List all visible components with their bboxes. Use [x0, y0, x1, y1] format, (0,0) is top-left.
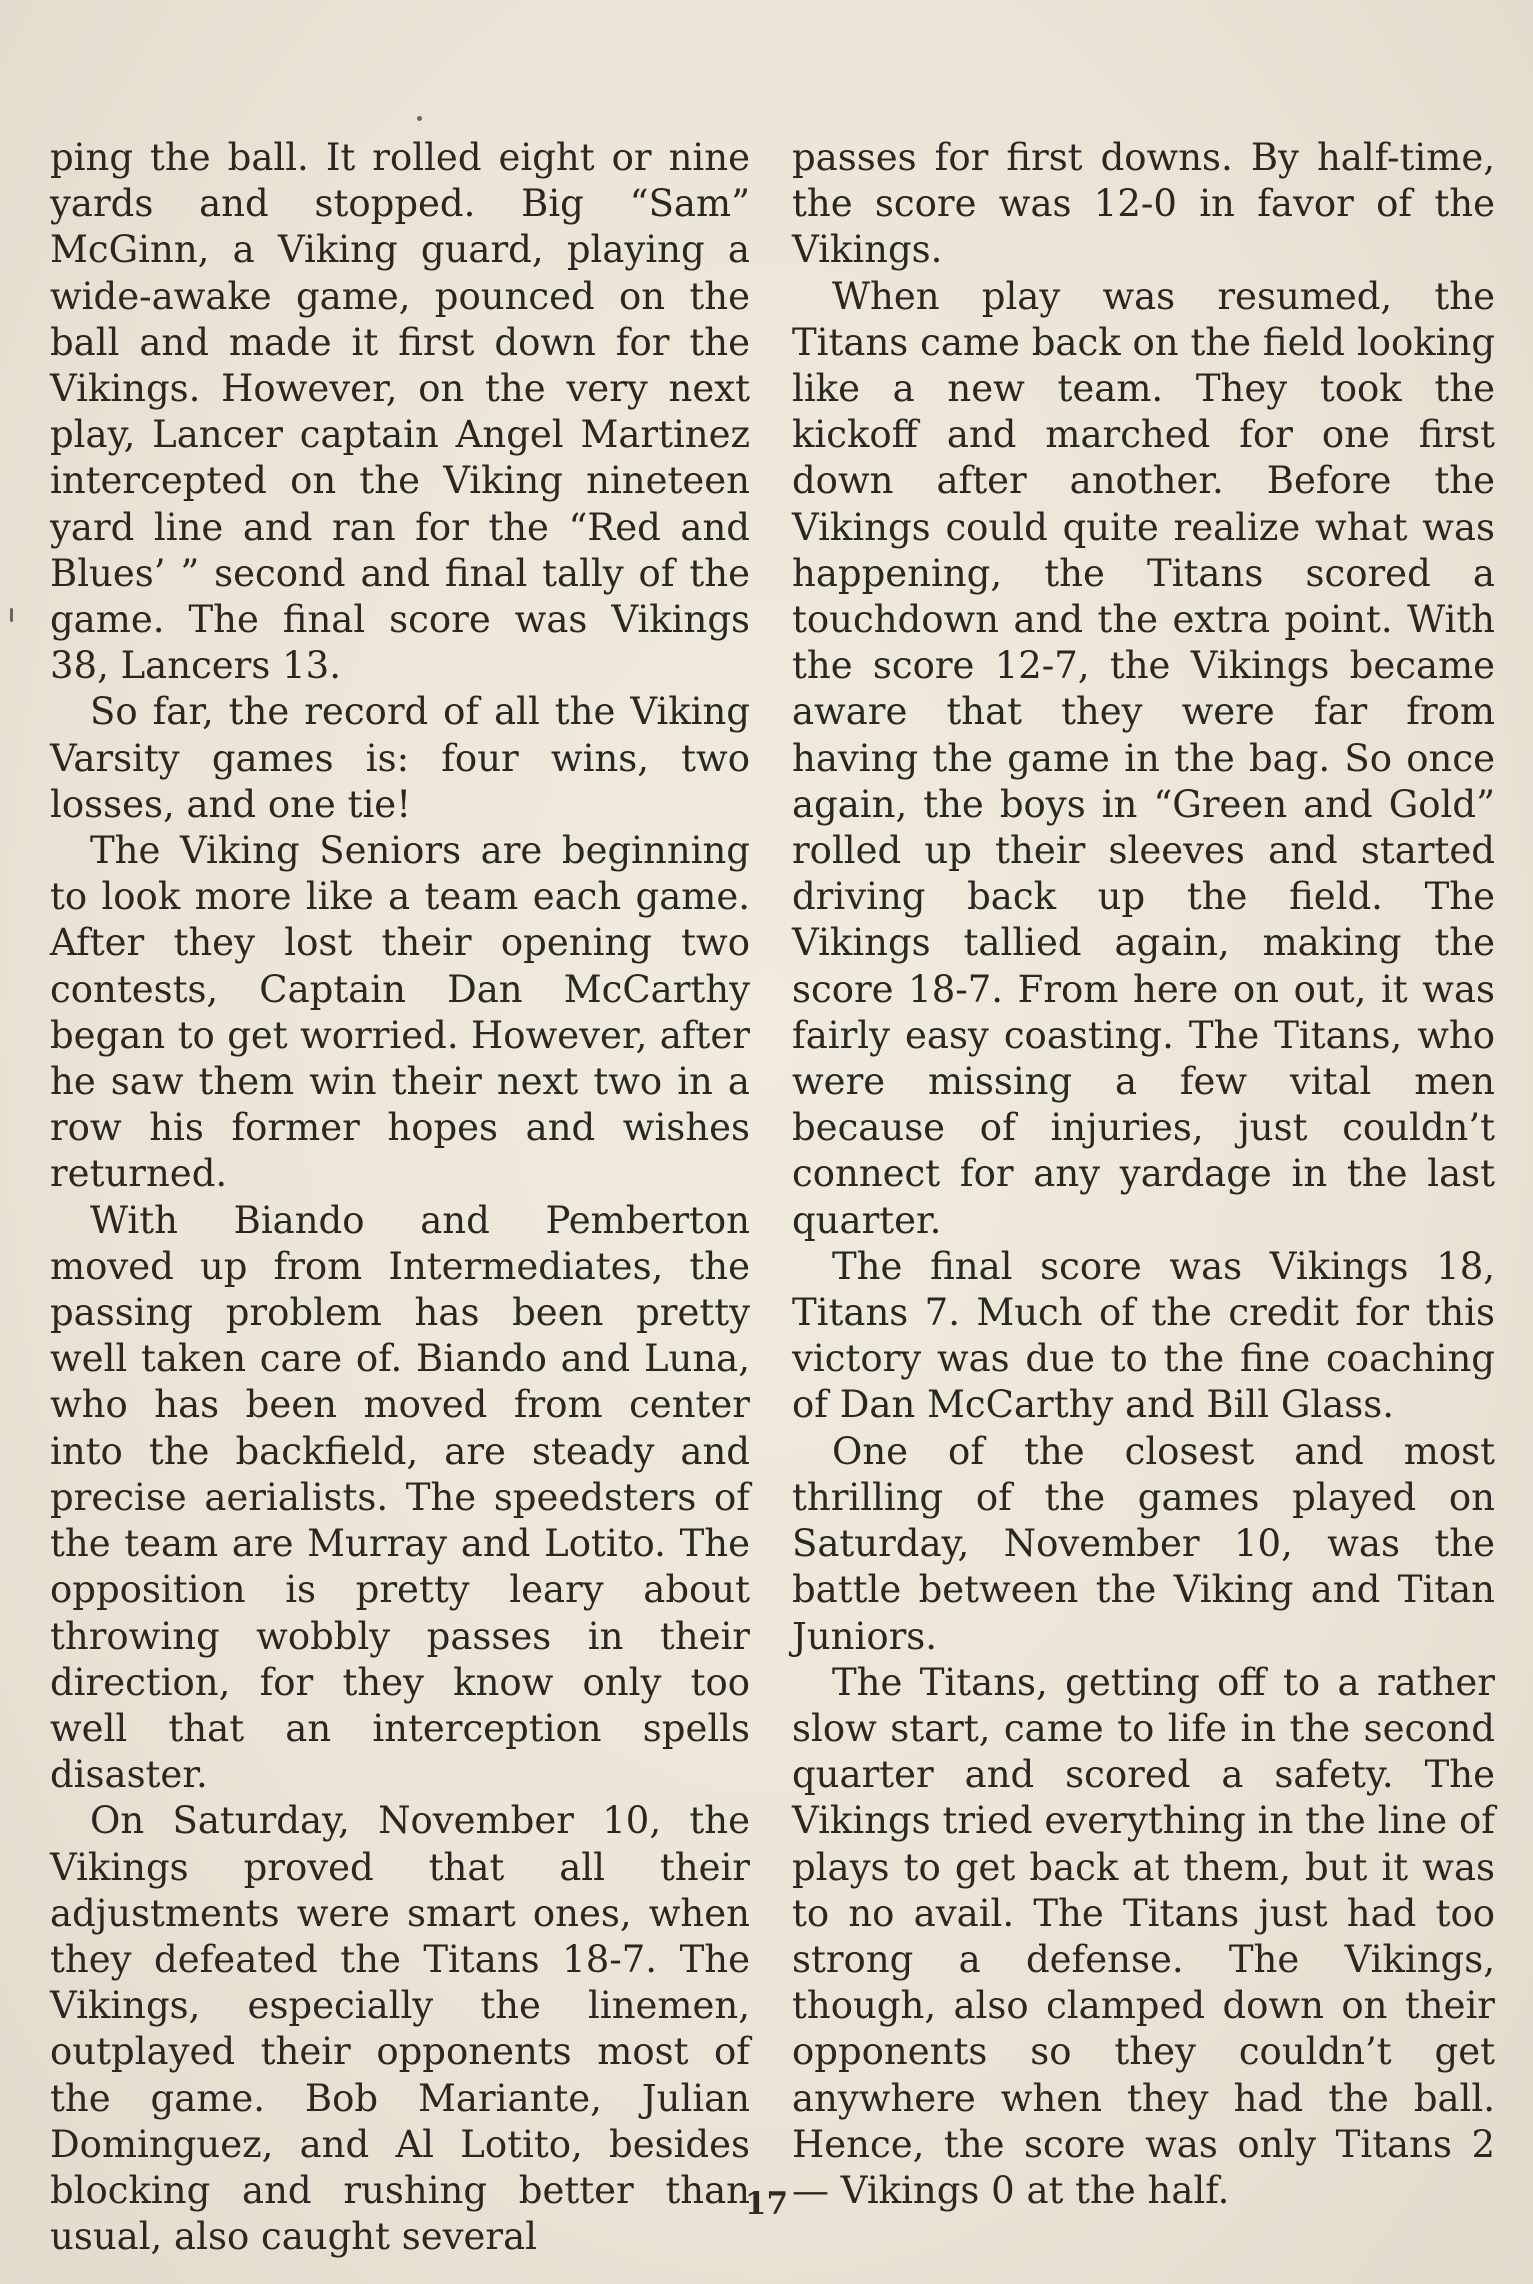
ink-speck [10, 608, 13, 622]
left-column [50, 135, 750, 2260]
paragraph: One of the closest and most thrilling of the games played on Saturday, November 10, was the battle between the Viking and Titan Juniors. [792, 1429, 1495, 1658]
paragraph: passes for first downs. By half-time, the score was 12-0 in favor of the Vikings. [792, 136, 1495, 272]
paragraph: The Viking Seniors are beginning to look more like a team each game. After they lost their opening two contests, Captain Dan McCarthy began to get worried. However, after he saw them win their next two in a row his former hopes and wishes returned. [50, 829, 750, 1196]
paragraph: ping the ball. It rolled eight or nine yards and stopped. Big “Sam” McGinn, a Viking guard, playing a wide-awake game, pounced on the ball and made it first down for the Vikings. However, on the very next play, Lancer captain Angel Martinez intercepted on the Viking nineteen yard line and ran for the “Red and Blues’ ” second and final tally of the game. The final score was Vikings 38, Lancers 13. [50, 136, 750, 688]
paragraph: With Biando and Pemberton moved up from Intermediates, the passing problem has been pretty well taken care of. Biando and Luna, who has been moved from center into the backfield, are steady and precise aerialists. The speedsters of the team are Murray and Lotito. The opposition is pretty leary about throwing wobbly passes in their direction, for they know only too well that an interception spells disaster. [50, 1198, 750, 1797]
paragraph: When play was resumed, the Titans came back on the field looking like a new team. They took the kickoff and marched for one first down after another. Before the Vikings could quite realize what was happening, the Titans scored a touchdown and the extra point. With the score 12-7, the Vikings became aware that they were far from having the game in the bag. So once again, the boys in “Green and Gold” rolled up their sleeves and started driving back up the field. The Vikings tallied again, making the score 18-7. From here on out, it was fairly easy coasting. The Titans, who were missing a few vital men because of injuries, just couldn’t connect for any yardage in the last quarter. [792, 274, 1495, 1242]
ink-speck [417, 116, 422, 121]
paragraph: On Saturday, November 10, the Vikings proved that all their adjustments were smart ones, when they defeated the Titans 18-7. The Vikings, especially the linemen, outplayed their opponents most of the game. Bob Mariante, Julian Dominguez, and Al Lotito, besides blocking and rushing better than usual, also caught several [50, 1799, 750, 2259]
right-column [792, 135, 1495, 2214]
paragraph: So far, the record of all the Viking Varsity games is: four wins, two losses, and one tie! [50, 690, 750, 826]
paragraph: The Titans, getting off to a rather slow start, came to life in the second quarter and scored a safety. The Vikings tried everything in the line of plays to get back at them, but it was to no avail. The Titans just had too strong a defense. The Vikings, though, also clamped down on their opponents so they couldn’t get anywhere when they had the ball. Hence, the score was only Titans 2 — Vikings 0 at the half. [792, 1660, 1495, 2212]
page-number: 17 [744, 2186, 789, 2222]
paragraph: The final score was Vikings 18, Titans 7. Much of the credit for this victory was due to the fine coaching of Dan McCarthy and Bill Glass. [792, 1244, 1495, 1427]
